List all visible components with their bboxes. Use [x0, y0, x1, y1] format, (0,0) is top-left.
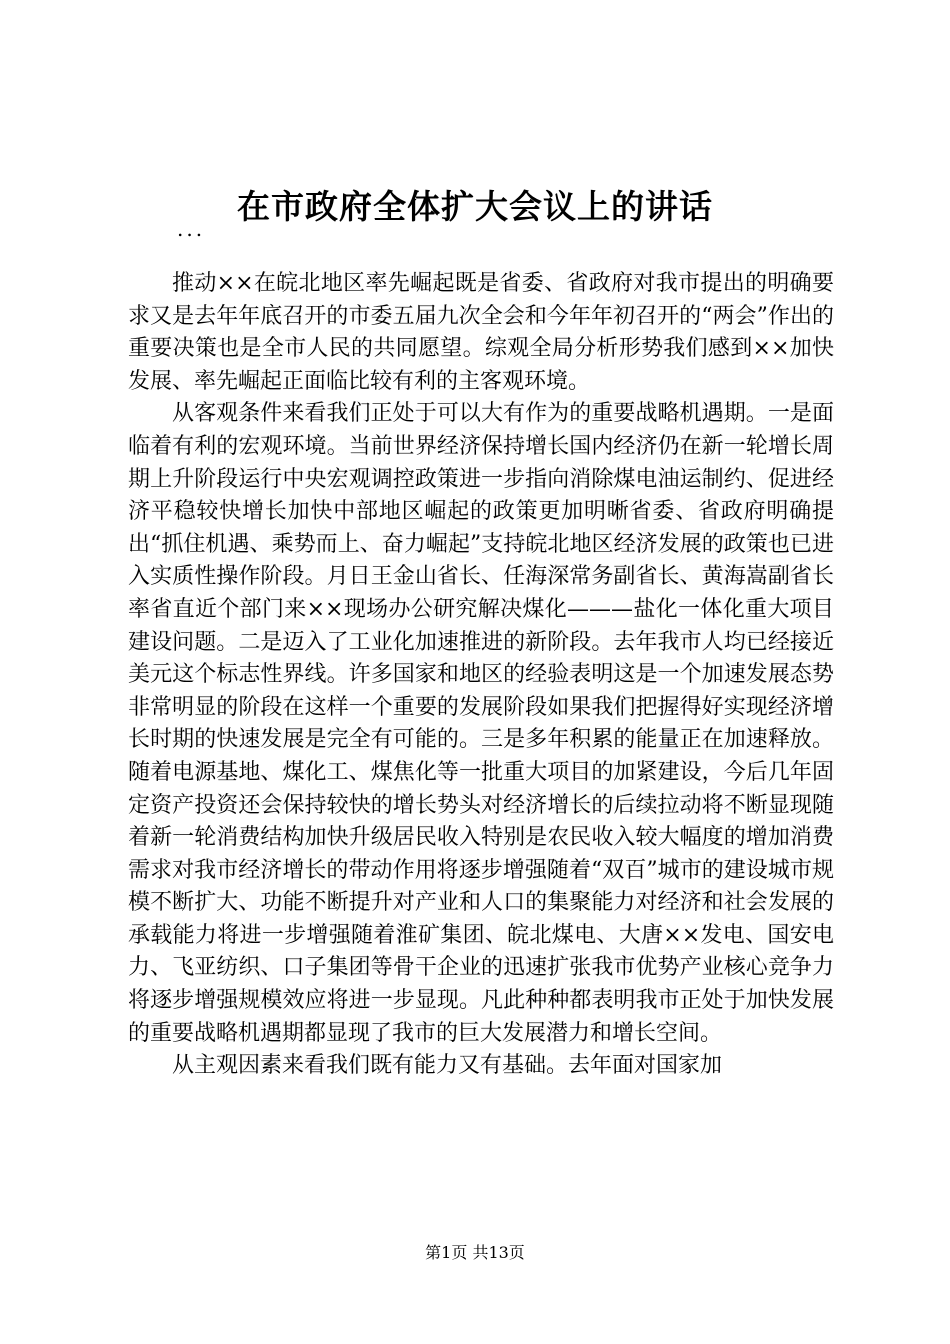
paragraph: 从主观因素来看我们既有能力又有基础。去年面对国家加 [172, 1053, 723, 1079]
paragraph: 推动××在皖北地区率先崛起既是省委、省政府对我市提出的明确要求又是去年年底召开的市委五届九次全会和今年年初召开的“两会”作出的重要决策也是全市人民的共同愿望。综观全局分析形势我们感到××加快发展、率先崛起正面临比较有利的主客观环境。 [128, 271, 834, 394]
document-title: 在市政府全体扩大会议上的讲话 [237, 187, 713, 226]
ellipsis-marker: ... [177, 217, 206, 241]
document-body [128, 268, 834, 1083]
paragraph: 从客观条件来看我们正处于可以大有作为的重要战略机遇期。一是面临着有利的宏观环境。当前世界经济保持增长国内经济仍在新一轮增长周期上升阶段运行中央宏观调控政策进一步指向消除煤电油运制约、促进经济平稳较快增长加快中部地区崛起的政策更加明晰省委、省政府明确提出“抓住机遇、乘势而上、奋力崛起”支持皖北地区经济发展的政策也已进入实质性操作阶段。月日王金山省长、任海深常务副省长、黄海嵩副省长率省直近个部门来××现场办公研究解决煤化———盐化一体化重大项目建设问题。二是迈入了工业化加速推进的新阶段。去年我市人均已经接近美元这个标志性界线。许多国家和地区的经验表明这是一个加速发展态势非常明显的阶段在这样一个重要的发展阶段如果我们把握得好实现经济增长时期的快速发展是完全有可能的。三是多年积累的能量正在加速释放。随着电源基地、煤化工、煤焦化等一批重大项目的加紧建设，今后几年固定资产投资还会保持较快的增长势头对经济增长的后续拉动将不断显现随着新一轮消费结构加快升级居民收入特别是农民收入较大幅度的增加消费需求对我市经济增长的带动作用将逐步增强随着“双百”城市的建设城市规模不断扩大、功能不断提升对产业和人口的集聚能力对经济和社会发展的承载能力将进一步增强随着淮矿集团、皖北煤电、大唐××发电、国安电力、飞亚纺织、口子集团等骨干企业的迅速扩张我市优势产业核心竞争力将逐步增强规模效应将进一步显现。凡此种种都表明我市正处于加快发展的重要战略机遇期都显现了我市的巨大发展潜力和增长空间。 [128, 401, 834, 1046]
page-footer: 第1页 共13页 [425, 1243, 525, 1262]
